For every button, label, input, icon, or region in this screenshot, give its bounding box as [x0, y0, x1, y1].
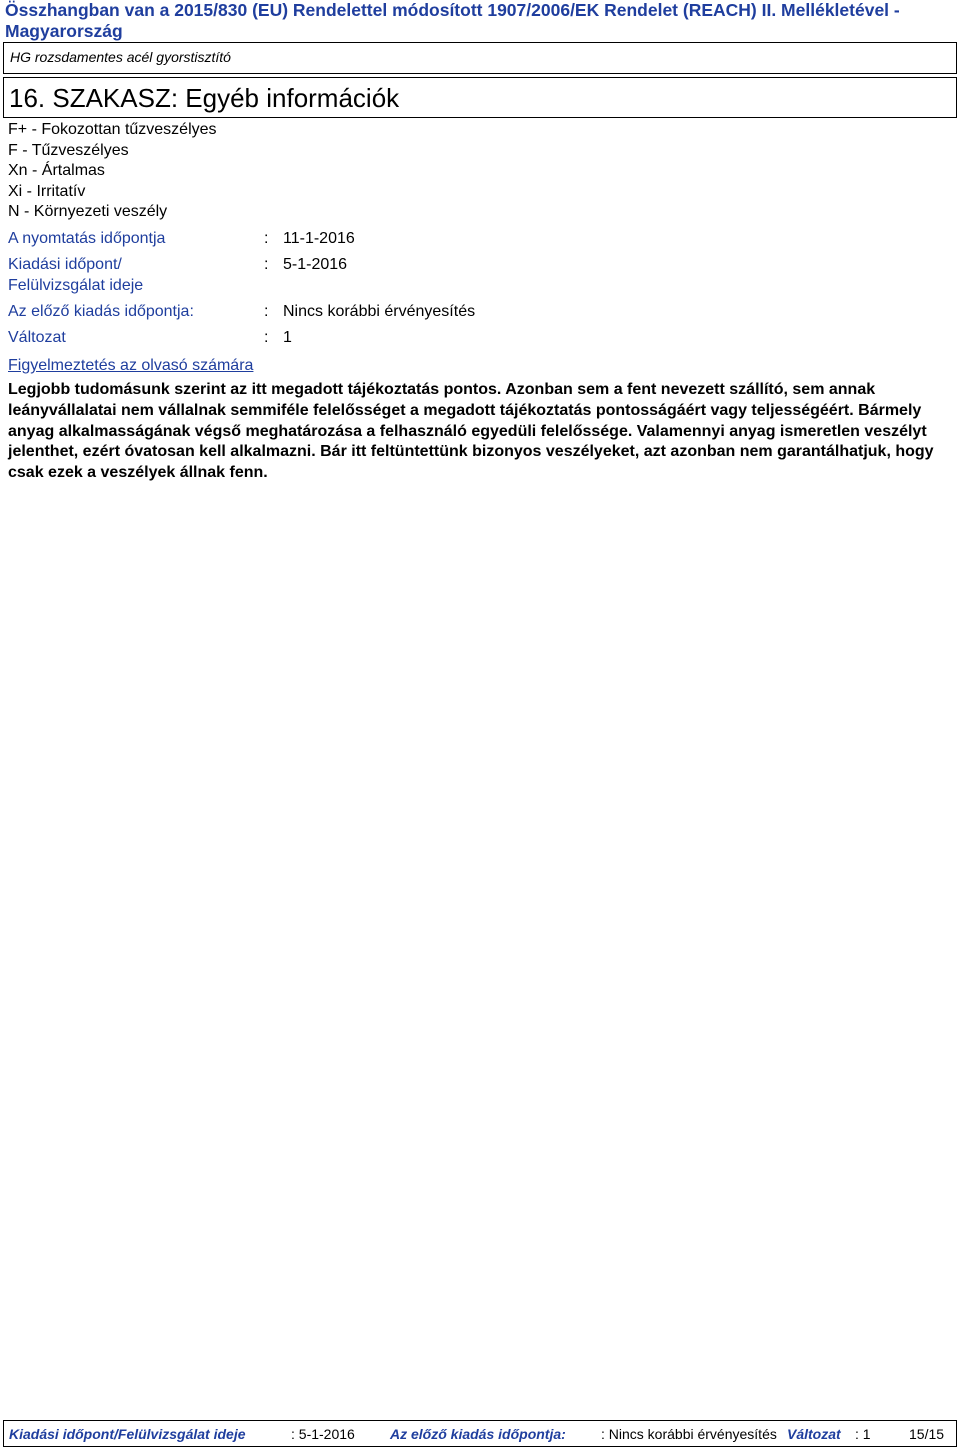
- footer-previous-value: : Nincs korábbi érvényesítés: [601, 1426, 777, 1442]
- disclaimer-text: Legjobb tudomásunk szerint az itt megadott tájékoztatás pontos. Azonban sem a fent nevezett szállító, sem annak leányvállalatai nem vállalnak semmiféle felelősséget a megadott tájékoztatás pontosságáért vagy teljességéért. Bármely anyag alkalmasságának végső meghatározása a felhasználó egyedüli felelőssége. Valamennyi anyag ismeretlen veszélyt jelenthet, ezért óvatosan kell alkalmazni. Bár itt feltüntettünk bizonyos veszélyeket, azt azonban nem garantálhatjuk, hogy csak ezek a veszélyek állnak fenn.: [8, 381, 934, 482]
- abbreviation-item: Xi - Irritatív: [8, 182, 86, 200]
- abbreviation-item: F - Tűzveszélyes: [8, 141, 129, 159]
- reader-notice-link[interactable]: Figyelmeztetés az olvasó számára: [8, 357, 254, 374]
- page-footer: [3, 1420, 957, 1447]
- previous-issue-value: Nincs korábbi érvényesítés: [283, 303, 476, 320]
- issue-date-label-line1: Kiadási időpont/: [8, 256, 122, 273]
- footer-page-number: 15/15: [909, 1426, 945, 1442]
- abbreviation-item: Xn - Ártalmas: [8, 162, 105, 179]
- product-name: HG rozsdamentes acél gyorstisztító: [10, 49, 231, 65]
- section-title: 16. SZAKASZ: Egyéb információk: [9, 83, 400, 113]
- abbreviation-item: N - Környezeti veszély: [8, 203, 168, 220]
- issue-date-colon: :: [264, 256, 269, 273]
- document-regulation-title: Összhangban van a 2015/830 (EU) Rendelettel módosított 1907/2006/EK Rendelet (REACH) II. Mellékletével - Magyarország: [5, 0, 900, 41]
- footer-version-label: Változat: [787, 1426, 841, 1442]
- footer-version-value: : 1: [855, 1426, 871, 1442]
- version-label: Változat: [8, 329, 66, 346]
- footer-previous-label: Az előző kiadás időpontja:: [390, 1426, 566, 1442]
- product-name-box: [3, 42, 957, 74]
- print-date-colon: :: [264, 230, 269, 247]
- issue-date-label-line2: Felülvizsgálat ideje: [8, 277, 144, 294]
- previous-issue-colon: :: [264, 303, 269, 320]
- issue-date-value: 5-1-2016: [283, 256, 348, 273]
- footer-issue-label: Kiadási időpont/Felülvizsgálat ideje: [9, 1426, 246, 1442]
- section-header-box: [3, 77, 957, 118]
- previous-issue-label: Az előző kiadás időpontja:: [8, 303, 194, 320]
- abbreviation-item: F+ - Fokozottan tűzveszélyes: [8, 121, 217, 138]
- print-date-value: 11-1-2016: [283, 230, 355, 247]
- version-value: 1: [283, 329, 292, 346]
- version-colon: :: [264, 329, 269, 346]
- abbreviation-list: [8, 120, 217, 223]
- print-date-label: A nyomtatás időpontja: [8, 230, 166, 247]
- footer-issue-value: : 5-1-2016: [291, 1426, 355, 1442]
